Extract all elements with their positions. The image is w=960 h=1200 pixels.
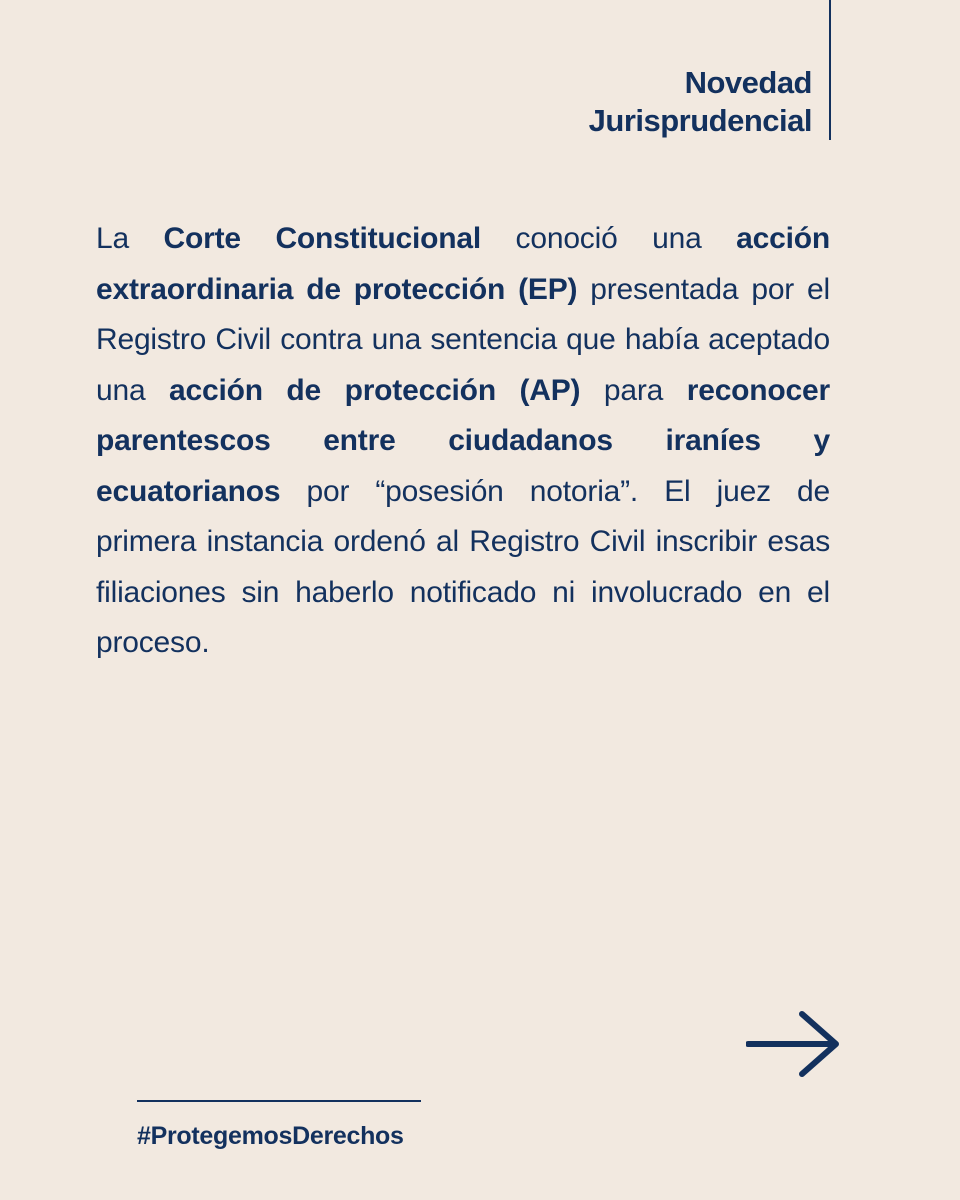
text-segment: para bbox=[580, 373, 687, 407]
section-title bbox=[589, 64, 812, 140]
hashtag: #ProtegemosDerechos bbox=[137, 1122, 404, 1150]
case-summary-paragraph bbox=[96, 214, 830, 669]
top-vertical-divider bbox=[829, 0, 831, 140]
text-segment: por “posesión notoria”. El juez de primera instancia ordenó al Registro Civil inscribir esas filiaciones sin haberlo notificado ni involucrado en el proceso. bbox=[96, 474, 830, 659]
text-segment-bold: acción de protección (AP) bbox=[169, 373, 581, 407]
text-segment: La bbox=[96, 222, 164, 255]
next-slide-button[interactable] bbox=[746, 1008, 842, 1080]
footer-divider bbox=[137, 1100, 421, 1102]
text-segment-bold: acción extraordinaria de protección (EP) bbox=[96, 222, 830, 306]
text-segment-bold: reconocer parentescos entre ciudadanos iraníes y ecuatorianos bbox=[96, 373, 830, 508]
text-segment: conoció una bbox=[480, 222, 737, 255]
section-title-line-1: Novedad bbox=[684, 65, 812, 100]
text-segment: presentada por el Registro Civil contra una sentencia que había aceptado una bbox=[96, 272, 830, 407]
arrow-right-icon bbox=[746, 1008, 842, 1080]
text-segment-bold: Corte Constitucional bbox=[163, 222, 481, 255]
section-title-line-2: Jurisprudencial bbox=[588, 103, 812, 138]
